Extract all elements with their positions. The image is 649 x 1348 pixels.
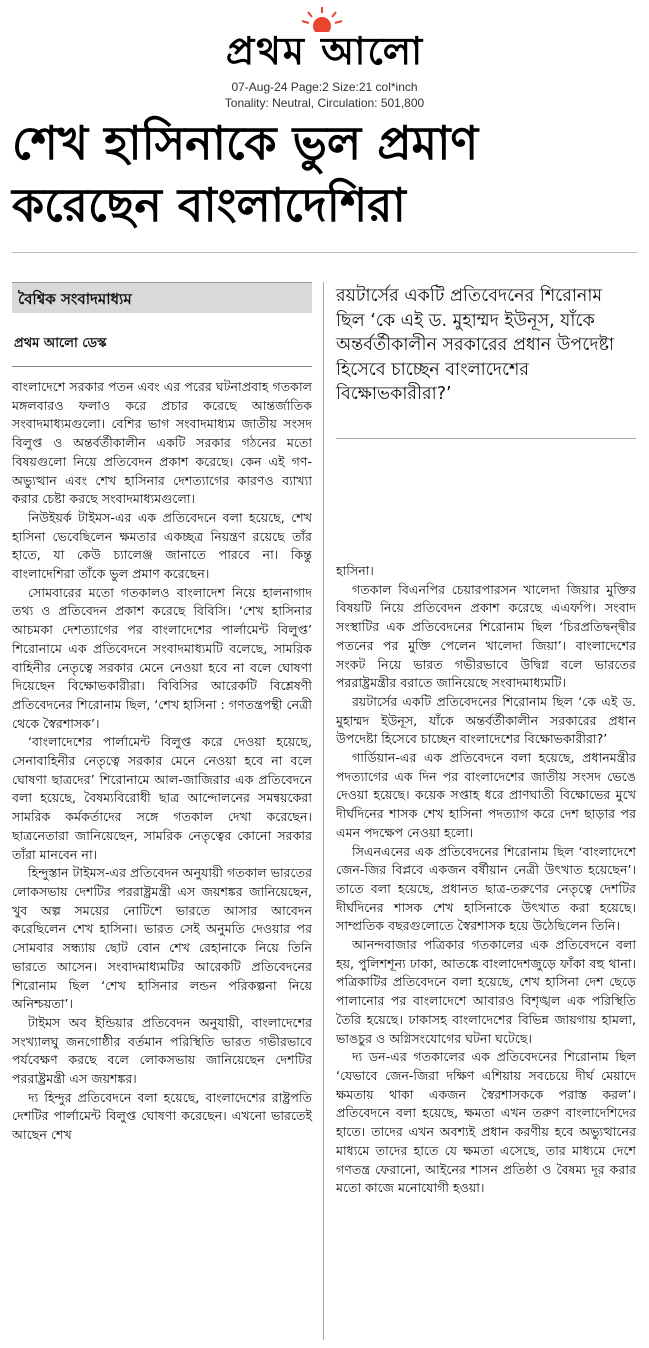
headline-line-2: করেছেন বাংলাদেশিরা (12, 178, 406, 232)
paragraph: আনন্দবাজার পত্রিকার গতকালের এক প্রতিবেদনে বলা হয়, পুলিশশূন্য ঢাকা, আতঙ্কে বাংলাদেশজুড়ে ফাঁকা বহু থানা। পত্রিকাটির প্রতিবেদনে বলা হয়েছে, শেখ হাসিনা দেশ ছেড়ে পালানোর পর বাংলাদেশে আবারও বিশৃঙ্খল এক পরিস্থিতি তৈরি হয়েছে। ঢাকাসহ বাংলাদেশের বিভিন্ন জায়গায় হামলা, ভাঙচুর ও অগ্নিসংযোগের ঘটনা ঘটেছে। (336, 937, 636, 1046)
paragraph: নিউইয়র্ক টাইমস-এর এক প্রতিবেদনে বলা হয়েছে, শেখ হাসিনা ভেবেছিলেন ক্ষমতার একচ্ছত্র নিয়ন্ত্রণ রয়েছে তাঁর হাতে, যা কেউ চ্যালেঞ্জ জানাতে পারবে না। কিন্তু বাংলাদেশিরা তাঁকে ভুল প্রমাণ করেছেন। (12, 509, 312, 582)
byline: প্রথম আলো ডেস্ক (14, 336, 107, 351)
paragraph: সিএনএনের এক প্রতিবেদনের শিরোনাম ছিল ‘বাংলাদেশে জেন-জির বিপ্লবে একজন বর্ষীয়ান নেত্রী উৎখাত হয়েছেন’। তাতে বলা হয়েছে, প্রধানত ছাত্র-তরুণের নেতৃত্বে দেশটির দীর্ঘদিনের শাসক শেখ হাসিনাকে উৎখাত করা হয়েছে। সাম্প্রতিক বছরগুলোতে স্বৈরশাসক হয়ে উঠেছিলেন তিনি। (336, 843, 636, 934)
paragraph: হিন্দুস্তান টাইমস-এর প্রতিবেদন অনুযায়ী গতকাল ভারতের লোকসভায় দেশটির পররাষ্ট্রমন্ত্রী এস জয়শঙ্কর জানিয়েছেন, খুব অল্প সময়ের নোটিশে ভারতে আসার আবেদন করেছিলেন শেখ হাসিনা। ভারত সেই অনুমতি দেওয়ার পর সোমবার সন্ধ্যায় ছোট বোন শেখ রেহানাকে নিয়ে তিনি ভারতে আসেন। সংবাদমাধ্যমটির আরেকটি প্রতিবেদনের শিরোনাম ছিল ‘শেখ হাসিনার লন্ডন পরিকল্পনা নিয়ে অনিশ্চয়তা’। (12, 865, 312, 1012)
paragraph: গতকাল বিএনপির চেয়ারপারসন খালেদা জিয়ার মুক্তির বিষয়টি নিয়ে প্রতিবেদন প্রকাশ করেছে এএফপি। সংবাদ সংস্থাটির এক প্রতিবেদনের শিরোনাম ছিল ‘চিরপ্রতিদ্বন্দ্বীর পতনের পর মুক্তি পেলেন খালেদা জিয়া’। বাংলাদেশের সংকট নিয়ে ভারত গভীরভাবে উদ্বিগ্ন বলে ভারতের পররাষ্ট্রমন্ত্রীর বরাতে জানিয়েছে সংবাদমাধ্যমটি। (336, 581, 636, 691)
headline-divider (12, 252, 637, 253)
paragraph: গার্ডিয়ান-এর এক প্রতিবেদনে বলা হয়েছে, প্রধানমন্ত্রীর পদত্যাগের এক দিন পর বাংলাদেশের জাতীয় সংসদ ভেঙে দেওয়া হয়েছে। কয়েক সপ্তাহ ধরে প্রাণঘাতী বিক্ষোভের মুখে দীর্ঘদিনের শাসক শেখ হাসিনা পদত্যাগ করে দেশ ছাড়ার পর এমন পদক্ষেপ নেওয়া হলো। (336, 750, 636, 840)
paragraph: দ্য ডন-এর গতকালের এক প্রতিবেদনের শিরোনাম ছিল ‘যেভাবে জেন-জিরা দক্ষিণ এশিয়ায় সবচেয়ে দীর্ঘ মেয়াদে ক্ষমতায় থাকা একজন স্বৈরশাসককে পরাস্ত করল’। প্রতিবেদনে বলা হয়েছে, ক্ষমতা এখন তরুণ বাংলাদেশিদের হাতে। তাদের এখন অবশ্যই প্রধান করণীয় হবে অভ্যুত্থানের মাধ্যমে তাদের হাতে যে ক্ষমতা এসেছে, তার মাধ্যমে দেশে গণতন্ত্র ফেরানো, আইনের শাসন প্রতিষ্ঠা ও বৈষম্য দূর করার মতো কাজে মনোযোগী হওয়া। (336, 1049, 636, 1196)
paragraph: রয়টার্সের একটি প্রতিবেদনের শিরোনাম ছিল ‘কে এই ড. মুহাম্মদ ইউনূস, যাঁকে অন্তর্বর্তীকালীন সরকারের প্রধান উপদেষ্টা হিসেবে চাচ্ছেন বাংলাদেশের বিক্ষোভকারীরা?’ (336, 693, 636, 747)
paragraph: বাংলাদেশে সরকার পতন এবং এর পরের ঘটনাপ্রবাহ গতকাল মঙ্গলবারও ফলাও করে প্রচার করেছে আন্তর্জাতিক সংবাদমাধ্যমগুলো। বেশির ভাগ সংবাদমাধ্যম জাতীয় সংসদ বিলুপ্ত ও অন্তর্বর্তীকালীন একটি সরকার গঠনের মতো বিষয়গুলো নিয়ে প্রতিবেদন প্রকাশ করেছে। কেন এই গণ-অভ্যুত্থান এবং শেখ হাসিনার দেশত্যাগের কারণও ব্যাখ্যা করার চেষ্টা করছে সংবাদমাধ্যমগুলো। (12, 379, 312, 507)
body-column-left (12, 378, 312, 1145)
paragraph: টাইমস অব ইন্ডিয়ার প্রতিবেদন অনুযায়ী, বাংলাদেশের সংখ্যালঘু জনগোষ্ঠীর বর্তমান পরিস্থিতি ভারত গভীরভাবে পর্যবেক্ষণ করছে বলে লোকসভায় জানিয়েছেন দেশটির পররাষ্ট্রমন্ত্রী এস জয়শঙ্কর। (12, 1014, 312, 1087)
section-label: বৈশ্বিক সংবাদমাধ্যম (18, 290, 132, 308)
pullquote: রয়টার্সের একটি প্রতিবেদনের শিরোনাম ছিল ‘কে এই ড. মুহাম্মদ ইউনূস, যাঁকে অন্তর্বর্তীকালীন সরকারের প্রধান উপদেষ্টা হিসেবে চাচ্ছেন বাংলাদেশের বিক্ষোভকারীরা?’ (336, 286, 615, 404)
paragraph: সোমবারের মতো গতকালও বাংলাদেশ নিয়ে হালনাগাদ তথ্য ও প্রতিবেদন প্রকাশ করেছে বিবিসি। ‘শেখ হাসিনার আচমকা দেশত্যাগের পর বাংলাদেশের পার্লামেন্ট বিলুপ্ত’ শিরোনামে এক প্রতিবেদনে সংবাদমাধ্যমটি বলেছে, সামরিক বাহিনীর নেতৃত্বে সরকার মেনে নেওয়া হবে না বলে ঘোষণা দিয়েছেন বিক্ষোভকারীরা। বিবিসির আরেকটি বিশ্লেষণী প্রতিবেদনের শিরোনাম ছিল, ‘শেখ হাসিনা : গণতন্ত্রপন্থী নেত্রী থেকে স্বৈরশাসক’। (12, 584, 312, 731)
paragraph: হাসিনা। (336, 563, 374, 578)
article-headline (12, 112, 637, 236)
body-column-right (336, 562, 636, 1198)
paragraph: দ্য হিন্দুর প্রতিবেদনে বলা হয়েছে, বাংলাদেশের রাষ্ট্রপতি দেশটির পার্লামেন্ট বিলুপ্ত ঘোষণা করেছেন। এখনো ভারতেই আছেন শেখ (12, 1089, 312, 1143)
clipping-meta-date: 07-Aug-24 Page:2 Size:21 col*inch (231, 80, 418, 94)
section-label-box (12, 282, 312, 313)
headline-line-1: শেখ হাসিনাকে ভুল প্রমাণ (12, 116, 479, 170)
newspaper-logo: প্রথম আলো (225, 29, 425, 73)
paragraph: ‘বাংলাদেশের পার্লামেন্ট বিলুপ্ত করে দেওয়া হয়েছে, সেনাবাহিনীর নেতৃত্বে সরকার মেনে নেওয়া হবে না বলে ঘোষণা ছাত্রদের’ শিরোনামে আল-জাজিরার এক প্রতিবেদনে বলা হয়েছে, বৈষম্যবিরোধী ছাত্র আন্দোলনের সমন্বয়কেরা সামরিক কর্মকর্তাদের সঙ্গে গতকাল দেখা করেছেন। ছাত্রনেতারা জানিয়েছেন, সামরিক নেতৃত্বের কোনো সরকার তাঁরা মানবেন না। (12, 734, 312, 862)
clipping-meta-tonality: Tonality: Neutral, Circulation: 501,800 (224, 96, 425, 110)
masthead (0, 4, 649, 76)
column-divider (323, 282, 324, 1340)
pullquote-divider (336, 438, 636, 439)
byline-divider (12, 366, 312, 367)
